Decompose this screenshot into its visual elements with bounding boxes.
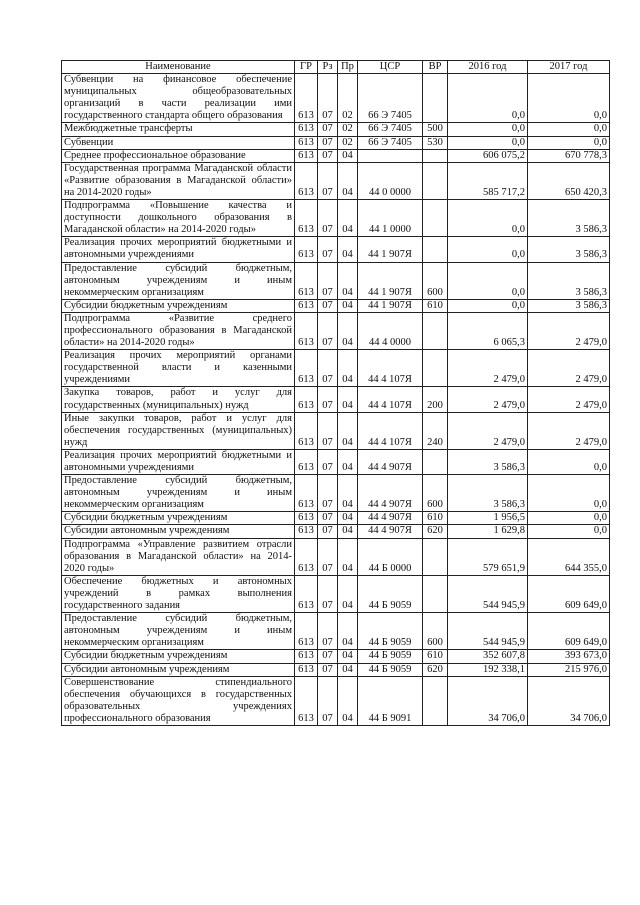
cell-2017: 609 649,0 [528, 575, 610, 612]
cell-pr: 04 [338, 449, 358, 474]
table-row [62, 299, 610, 312]
table-row [62, 350, 610, 387]
cell-2017: 0,0 [528, 136, 610, 149]
budget-document-page [61, 60, 609, 726]
cell-2016: 0,0 [448, 299, 528, 312]
cell-gr: 613 [295, 312, 318, 349]
cell-2017: 0,0 [528, 475, 610, 512]
table-header-row [62, 61, 610, 74]
cell-pr: 04 [338, 475, 358, 512]
cell-2016: 544 945,9 [448, 575, 528, 612]
table-row [62, 387, 610, 412]
header-name: Наименование [62, 61, 295, 74]
cell-rz: 07 [318, 650, 338, 663]
cell-pr: 04 [338, 262, 358, 299]
cell-name: Подпрограмма «Управление развитием отрасли образования в Магаданской области» на 2014-2020 годы» [62, 538, 295, 575]
cell-gr: 613 [295, 525, 318, 538]
cell-vr [423, 350, 448, 387]
cell-2017: 3 586,3 [528, 237, 610, 262]
cell-pr: 04 [338, 525, 358, 538]
cell-gr: 613 [295, 350, 318, 387]
cell-name: Среднее профессиональное образование [62, 149, 295, 162]
cell-gr: 613 [295, 162, 318, 199]
cell-gr: 613 [295, 663, 318, 676]
table-row [62, 136, 610, 149]
header-pr: Пр [338, 61, 358, 74]
cell-csr: 44 Б 9059 [358, 650, 423, 663]
cell-name: Иные закупки товаров, работ и услуг для обеспечения государственных (муниципальных) нужд [62, 412, 295, 449]
cell-2017: 650 420,3 [528, 162, 610, 199]
cell-2017: 3 586,3 [528, 299, 610, 312]
cell-gr: 613 [295, 650, 318, 663]
cell-2017: 0,0 [528, 123, 610, 136]
cell-2017: 609 649,0 [528, 613, 610, 650]
cell-pr: 04 [338, 412, 358, 449]
cell-vr [423, 237, 448, 262]
cell-name: Государственная программа Магаданской области «Развитие образования в Магаданской области» на 2014-2020 годы» [62, 162, 295, 199]
cell-gr: 613 [295, 512, 318, 525]
cell-pr: 04 [338, 312, 358, 349]
cell-name: Реализация прочих мероприятий бюджетными и автономными учреждениями [62, 449, 295, 474]
cell-pr: 02 [338, 74, 358, 123]
cell-name: Субсидии бюджетным учреждениям [62, 512, 295, 525]
cell-2017: 2 479,0 [528, 312, 610, 349]
cell-vr: 610 [423, 512, 448, 525]
cell-pr: 04 [338, 663, 358, 676]
cell-rz: 07 [318, 299, 338, 312]
table-row [62, 149, 610, 162]
cell-pr: 02 [338, 136, 358, 149]
cell-gr: 613 [295, 449, 318, 474]
cell-pr: 04 [338, 162, 358, 199]
cell-pr: 02 [338, 123, 358, 136]
cell-gr: 613 [295, 538, 318, 575]
cell-name: Обеспечение бюджетных и автономных учреждений в рамках выполнения государственного задания [62, 575, 295, 612]
cell-csr: 44 4 107Я [358, 412, 423, 449]
cell-name: Реализация прочих мероприятий органами государственной власти и казенными учреждениями [62, 350, 295, 387]
cell-2017: 2 479,0 [528, 350, 610, 387]
cell-gr: 613 [295, 74, 318, 123]
cell-2016: 34 706,0 [448, 676, 528, 725]
cell-vr: 200 [423, 387, 448, 412]
cell-name: Подпрограмма «Развитие среднего профессионального образования в Магаданской области» на 2014-2020 годы» [62, 312, 295, 349]
cell-2017: 2 479,0 [528, 387, 610, 412]
cell-vr: 600 [423, 613, 448, 650]
table-row [62, 676, 610, 725]
cell-pr: 04 [338, 613, 358, 650]
cell-2017: 0,0 [528, 525, 610, 538]
cell-pr: 04 [338, 149, 358, 162]
cell-rz: 07 [318, 449, 338, 474]
table-row [62, 123, 610, 136]
cell-vr [423, 149, 448, 162]
cell-gr: 613 [295, 299, 318, 312]
cell-vr: 620 [423, 663, 448, 676]
cell-2016: 3 586,3 [448, 449, 528, 474]
cell-name: Реализация прочих мероприятий бюджетными и автономными учреждениями [62, 237, 295, 262]
cell-name: Предоставление субсидий бюджетным, автономным учреждениям и иным некоммерческим организациям [62, 262, 295, 299]
cell-2016: 2 479,0 [448, 412, 528, 449]
table-row [62, 74, 610, 123]
cell-vr: 500 [423, 123, 448, 136]
cell-name: Закупка товаров, работ и услуг для государственных (муниципальных) нужд [62, 387, 295, 412]
cell-2016: 352 607,8 [448, 650, 528, 663]
cell-2016: 3 586,3 [448, 475, 528, 512]
cell-2016: 0,0 [448, 74, 528, 123]
cell-2017: 644 355,0 [528, 538, 610, 575]
cell-csr: 44 4 907Я [358, 512, 423, 525]
budget-table [61, 60, 610, 726]
cell-2017: 2 479,0 [528, 412, 610, 449]
cell-gr: 613 [295, 475, 318, 512]
cell-vr: 240 [423, 412, 448, 449]
cell-csr: 44 0 0000 [358, 162, 423, 199]
cell-2017: 0,0 [528, 512, 610, 525]
cell-vr: 610 [423, 650, 448, 663]
cell-rz: 07 [318, 676, 338, 725]
cell-name: Предоставление субсидий бюджетным, автономным учреждениям и иным некоммерческим организациям [62, 475, 295, 512]
table-row [62, 262, 610, 299]
cell-2017: 34 706,0 [528, 676, 610, 725]
cell-csr: 66 Э 7405 [358, 74, 423, 123]
cell-2016: 1 956,5 [448, 512, 528, 525]
cell-rz: 07 [318, 613, 338, 650]
table-body [62, 74, 610, 726]
table-row [62, 449, 610, 474]
cell-rz: 07 [318, 162, 338, 199]
cell-2016: 579 651,9 [448, 538, 528, 575]
cell-vr: 530 [423, 136, 448, 149]
cell-2017: 670 778,3 [528, 149, 610, 162]
cell-csr: 44 Б 0000 [358, 538, 423, 575]
cell-2016: 585 717,2 [448, 162, 528, 199]
cell-rz: 07 [318, 350, 338, 387]
cell-2016: 2 479,0 [448, 350, 528, 387]
cell-2017: 3 586,3 [528, 200, 610, 237]
cell-rz: 07 [318, 149, 338, 162]
cell-gr: 613 [295, 200, 318, 237]
table-row [62, 237, 610, 262]
cell-rz: 07 [318, 475, 338, 512]
cell-csr: 44 4 907Я [358, 525, 423, 538]
cell-rz: 07 [318, 200, 338, 237]
cell-vr [423, 162, 448, 199]
cell-name: Субсидии бюджетным учреждениям [62, 650, 295, 663]
cell-rz: 07 [318, 512, 338, 525]
cell-csr: 44 1 0000 [358, 200, 423, 237]
cell-csr: 44 4 0000 [358, 312, 423, 349]
table-row [62, 475, 610, 512]
cell-name: Межбюджетные трансферты [62, 123, 295, 136]
cell-2016: 0,0 [448, 123, 528, 136]
cell-2016: 1 629,8 [448, 525, 528, 538]
cell-name: Совершенствование стипендиального обеспечения обучающихся в государственных образовательных учреждениях профессионального образования [62, 676, 295, 725]
cell-vr: 620 [423, 525, 448, 538]
cell-2016: 6 065,3 [448, 312, 528, 349]
cell-csr: 66 Э 7405 [358, 123, 423, 136]
cell-rz: 07 [318, 312, 338, 349]
cell-gr: 613 [295, 676, 318, 725]
header-vr: ВР [423, 61, 448, 74]
cell-csr: 44 Б 9059 [358, 575, 423, 612]
cell-name: Субвенции [62, 136, 295, 149]
cell-name: Подпрограмма «Повышение качества и доступности дошкольного образования в Магаданской области» на 2014-2020 годы» [62, 200, 295, 237]
cell-2017: 0,0 [528, 74, 610, 123]
cell-gr: 613 [295, 387, 318, 412]
cell-rz: 07 [318, 387, 338, 412]
cell-name: Субсидии автономным учреждениям [62, 663, 295, 676]
cell-gr: 613 [295, 149, 318, 162]
cell-pr: 04 [338, 650, 358, 663]
table-row [62, 512, 610, 525]
cell-pr: 04 [338, 676, 358, 725]
cell-csr: 44 Б 9059 [358, 613, 423, 650]
cell-csr: 44 1 907Я [358, 299, 423, 312]
cell-2016: 544 945,9 [448, 613, 528, 650]
table-row [62, 312, 610, 349]
table-row [62, 650, 610, 663]
cell-2017: 0,0 [528, 449, 610, 474]
cell-vr [423, 200, 448, 237]
table-row [62, 200, 610, 237]
cell-vr [423, 575, 448, 612]
cell-gr: 613 [295, 575, 318, 612]
cell-vr [423, 449, 448, 474]
cell-vr: 600 [423, 262, 448, 299]
header-2016: 2016 год [448, 61, 528, 74]
cell-csr: 66 Э 7405 [358, 136, 423, 149]
cell-gr: 613 [295, 613, 318, 650]
cell-gr: 613 [295, 237, 318, 262]
cell-pr: 04 [338, 512, 358, 525]
cell-2017: 393 673,0 [528, 650, 610, 663]
cell-gr: 613 [295, 412, 318, 449]
cell-rz: 07 [318, 538, 338, 575]
cell-csr: 44 1 907Я [358, 237, 423, 262]
cell-name: Субсидии автономным учреждениям [62, 525, 295, 538]
cell-name: Субсидии бюджетным учреждениям [62, 299, 295, 312]
cell-csr: 44 1 907Я [358, 262, 423, 299]
cell-csr: 44 4 107Я [358, 387, 423, 412]
cell-pr: 04 [338, 538, 358, 575]
cell-rz: 07 [318, 262, 338, 299]
cell-csr: 44 4 907Я [358, 475, 423, 512]
cell-2016: 0,0 [448, 200, 528, 237]
cell-csr: 44 Б 9091 [358, 676, 423, 725]
cell-2017: 3 586,3 [528, 262, 610, 299]
cell-vr: 600 [423, 475, 448, 512]
cell-2016: 0,0 [448, 237, 528, 262]
table-row [62, 412, 610, 449]
cell-rz: 07 [318, 136, 338, 149]
cell-vr [423, 312, 448, 349]
header-csr: ЦСР [358, 61, 423, 74]
cell-rz: 07 [318, 575, 338, 612]
cell-pr: 04 [338, 387, 358, 412]
cell-vr: 610 [423, 299, 448, 312]
cell-2016: 2 479,0 [448, 387, 528, 412]
table-row [62, 162, 610, 199]
header-2017: 2017 год [528, 61, 610, 74]
cell-rz: 07 [318, 123, 338, 136]
cell-gr: 613 [295, 136, 318, 149]
cell-2016: 0,0 [448, 262, 528, 299]
cell-gr: 613 [295, 123, 318, 136]
cell-vr [423, 74, 448, 123]
cell-2016: 0,0 [448, 136, 528, 149]
cell-2016: 606 075,2 [448, 149, 528, 162]
cell-2016: 192 338,1 [448, 663, 528, 676]
table-row [62, 525, 610, 538]
table-row [62, 663, 610, 676]
header-rz: Рз [318, 61, 338, 74]
cell-vr [423, 676, 448, 725]
cell-rz: 07 [318, 237, 338, 262]
cell-name: Предоставление субсидий бюджетным, автономным учреждениям и иным некоммерческим организациям [62, 613, 295, 650]
cell-pr: 04 [338, 575, 358, 612]
cell-rz: 07 [318, 525, 338, 538]
cell-rz: 07 [318, 412, 338, 449]
header-gr: ГР [295, 61, 318, 74]
cell-vr [423, 538, 448, 575]
cell-gr: 613 [295, 262, 318, 299]
cell-pr: 04 [338, 350, 358, 387]
cell-pr: 04 [338, 237, 358, 262]
cell-csr: 44 4 907Я [358, 449, 423, 474]
table-row [62, 613, 610, 650]
cell-rz: 07 [318, 74, 338, 123]
cell-2017: 215 976,0 [528, 663, 610, 676]
cell-csr [358, 149, 423, 162]
table-row [62, 538, 610, 575]
cell-csr: 44 Б 9059 [358, 663, 423, 676]
cell-pr: 04 [338, 299, 358, 312]
cell-rz: 07 [318, 663, 338, 676]
table-row [62, 575, 610, 612]
cell-csr: 44 4 107Я [358, 350, 423, 387]
cell-name: Субвенции на финансовое обеспечение муниципальных общеобразовательных организаций в части реализации ими государственного стандарта общего образования [62, 74, 295, 123]
cell-pr: 04 [338, 200, 358, 237]
